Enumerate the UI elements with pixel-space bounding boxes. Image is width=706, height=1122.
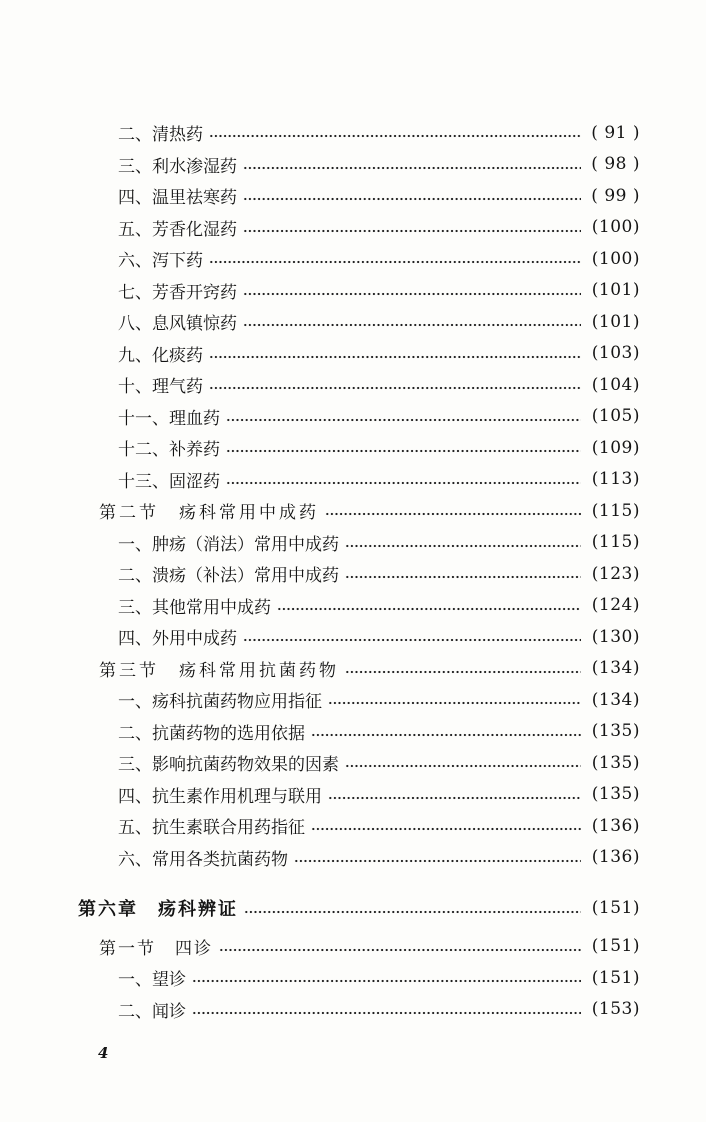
toc-entry-title: 三、其他常用中成药 bbox=[118, 597, 271, 618]
dot-leader bbox=[243, 292, 581, 296]
toc-entry bbox=[0, 590, 706, 622]
toc-entry-page: (136) bbox=[591, 847, 640, 868]
toc-entry-title: 二、清热药 bbox=[118, 125, 203, 146]
dot-leader bbox=[209, 355, 581, 359]
toc-entry-page: (151) bbox=[591, 967, 640, 988]
dot-leader bbox=[192, 979, 581, 983]
toc-entry-title: 九、化痰药 bbox=[118, 345, 203, 366]
toc-entry bbox=[0, 432, 706, 464]
dot-leader bbox=[345, 670, 581, 674]
toc-section-title: 第三节 疡科常用抗菌药物 bbox=[99, 660, 339, 681]
toc-entry-page: (151) bbox=[591, 898, 640, 919]
dot-leader bbox=[244, 910, 581, 914]
toc-entry-title: 八、息风镇惊药 bbox=[118, 314, 237, 335]
toc-entry-page: (105) bbox=[591, 406, 640, 427]
toc-entry-page: ( 98 ) bbox=[591, 154, 640, 175]
toc-entry-title: 十二、补养药 bbox=[118, 440, 220, 461]
dot-leader bbox=[219, 948, 581, 952]
dot-leader bbox=[311, 827, 581, 831]
toc-entry bbox=[0, 558, 706, 590]
dot-leader bbox=[325, 512, 581, 516]
toc-section-heading bbox=[0, 495, 706, 527]
toc-section-heading bbox=[0, 653, 706, 685]
dot-leader bbox=[192, 1011, 581, 1015]
toc-entry-title: 五、抗生素联合用药指征 bbox=[118, 818, 305, 839]
toc-entry-title: 一、疡科抗菌药物应用指征 bbox=[118, 692, 322, 713]
toc-entry-page: (101) bbox=[591, 311, 640, 332]
toc-entry-title: 四、外用中成药 bbox=[118, 629, 237, 650]
dot-leader bbox=[345, 544, 581, 548]
toc-entry-title: 十一、理血药 bbox=[118, 408, 220, 429]
dot-leader bbox=[243, 166, 581, 170]
toc-entry bbox=[0, 994, 706, 1026]
toc-entry bbox=[0, 306, 706, 338]
toc-entry-title: 三、影响抗菌药物效果的因素 bbox=[118, 755, 339, 776]
dot-leader bbox=[294, 859, 581, 863]
toc-entry-page: (134) bbox=[591, 689, 640, 710]
toc-entry bbox=[0, 779, 706, 811]
toc-entry bbox=[0, 842, 706, 874]
toc-entry-title: 三、利水渗湿药 bbox=[118, 156, 237, 177]
toc-section-title: 第一节 四诊 bbox=[99, 938, 213, 959]
toc-entry bbox=[0, 212, 706, 244]
toc-entry-title: 二、闻诊 bbox=[118, 1001, 186, 1022]
dot-leader bbox=[328, 701, 581, 705]
toc-entry-page: (130) bbox=[591, 626, 640, 647]
toc-entry-title: 二、抗菌药物的选用依据 bbox=[118, 723, 305, 744]
toc-entry-title: 二、溃疡（补法）常用中成药 bbox=[118, 566, 339, 587]
toc-entry bbox=[0, 401, 706, 433]
dot-leader bbox=[243, 323, 581, 327]
toc-entry bbox=[0, 117, 706, 149]
toc-entry bbox=[0, 621, 706, 653]
dot-leader bbox=[226, 418, 581, 422]
toc-entry bbox=[0, 962, 706, 994]
toc-entry-page: (136) bbox=[591, 815, 640, 836]
toc-entry bbox=[0, 180, 706, 212]
toc-entry-page: (100) bbox=[591, 217, 640, 238]
toc-entry-page: (115) bbox=[591, 532, 640, 553]
toc-entry bbox=[0, 810, 706, 842]
dot-leader bbox=[277, 607, 581, 611]
toc-entry-title: 一、肿疡（消法）常用中成药 bbox=[118, 534, 339, 555]
toc-entry bbox=[0, 527, 706, 559]
toc-entry-page: (104) bbox=[591, 374, 640, 395]
toc-entry-page: (134) bbox=[591, 658, 640, 679]
toc-entry-title: 一、望诊 bbox=[118, 970, 186, 991]
toc-entry-page: (153) bbox=[591, 999, 640, 1020]
toc-chapter-heading bbox=[0, 893, 706, 925]
toc-entry-page: (135) bbox=[591, 784, 640, 805]
toc-entry bbox=[0, 149, 706, 181]
dot-leader bbox=[226, 481, 581, 485]
toc-entry-title: 十、理气药 bbox=[118, 377, 203, 398]
toc-entry bbox=[0, 716, 706, 748]
toc-entry-page: (113) bbox=[591, 469, 640, 490]
table-of-contents bbox=[0, 117, 706, 1025]
toc-entry bbox=[0, 275, 706, 307]
dot-leader bbox=[243, 229, 581, 233]
toc-chapter-title: 第六章 疡科辨证 bbox=[78, 899, 238, 921]
toc-entry-page: (151) bbox=[591, 936, 640, 957]
toc-entry bbox=[0, 747, 706, 779]
dot-leader bbox=[311, 733, 581, 737]
toc-entry-title: 四、温里祛寒药 bbox=[118, 188, 237, 209]
dot-leader bbox=[209, 386, 581, 390]
toc-entry-title: 六、泻下药 bbox=[118, 251, 203, 272]
toc-entry-page: (115) bbox=[591, 500, 640, 521]
toc-entry-page: (101) bbox=[591, 280, 640, 301]
toc-entry-page: (109) bbox=[591, 437, 640, 458]
toc-entry bbox=[0, 684, 706, 716]
toc-entry bbox=[0, 464, 706, 496]
toc-section-heading bbox=[0, 931, 706, 963]
toc-entry-title: 六、常用各类抗菌药物 bbox=[118, 849, 288, 870]
dot-leader bbox=[209, 134, 581, 138]
toc-entry-page: (123) bbox=[591, 563, 640, 584]
toc-entry-page: (135) bbox=[591, 721, 640, 742]
dot-leader bbox=[243, 197, 581, 201]
toc-entry-page: (100) bbox=[591, 248, 640, 269]
toc-entry bbox=[0, 338, 706, 370]
page-number: 4 bbox=[98, 1044, 109, 1062]
dot-leader bbox=[226, 449, 581, 453]
toc-entry-page: ( 99 ) bbox=[591, 185, 640, 206]
dot-leader bbox=[243, 638, 581, 642]
toc-entry-title: 七、芳香开窍药 bbox=[118, 282, 237, 303]
dot-leader bbox=[209, 260, 581, 264]
toc-entry-page: (103) bbox=[591, 343, 640, 364]
dot-leader bbox=[345, 764, 581, 768]
toc-entry bbox=[0, 369, 706, 401]
toc-entry-page: ( 91 ) bbox=[591, 122, 640, 143]
toc-entry-title: 四、抗生素作用机理与联用 bbox=[118, 786, 322, 807]
toc-entry-page: (124) bbox=[591, 595, 640, 616]
toc-entry bbox=[0, 243, 706, 275]
toc-entry-page: (135) bbox=[591, 752, 640, 773]
dot-leader bbox=[328, 796, 581, 800]
toc-entry-title: 十三、固涩药 bbox=[118, 471, 220, 492]
dot-leader bbox=[345, 575, 581, 579]
toc-section-title: 第二节 疡科常用中成药 bbox=[99, 503, 319, 524]
toc-entry-title: 五、芳香化湿药 bbox=[118, 219, 237, 240]
